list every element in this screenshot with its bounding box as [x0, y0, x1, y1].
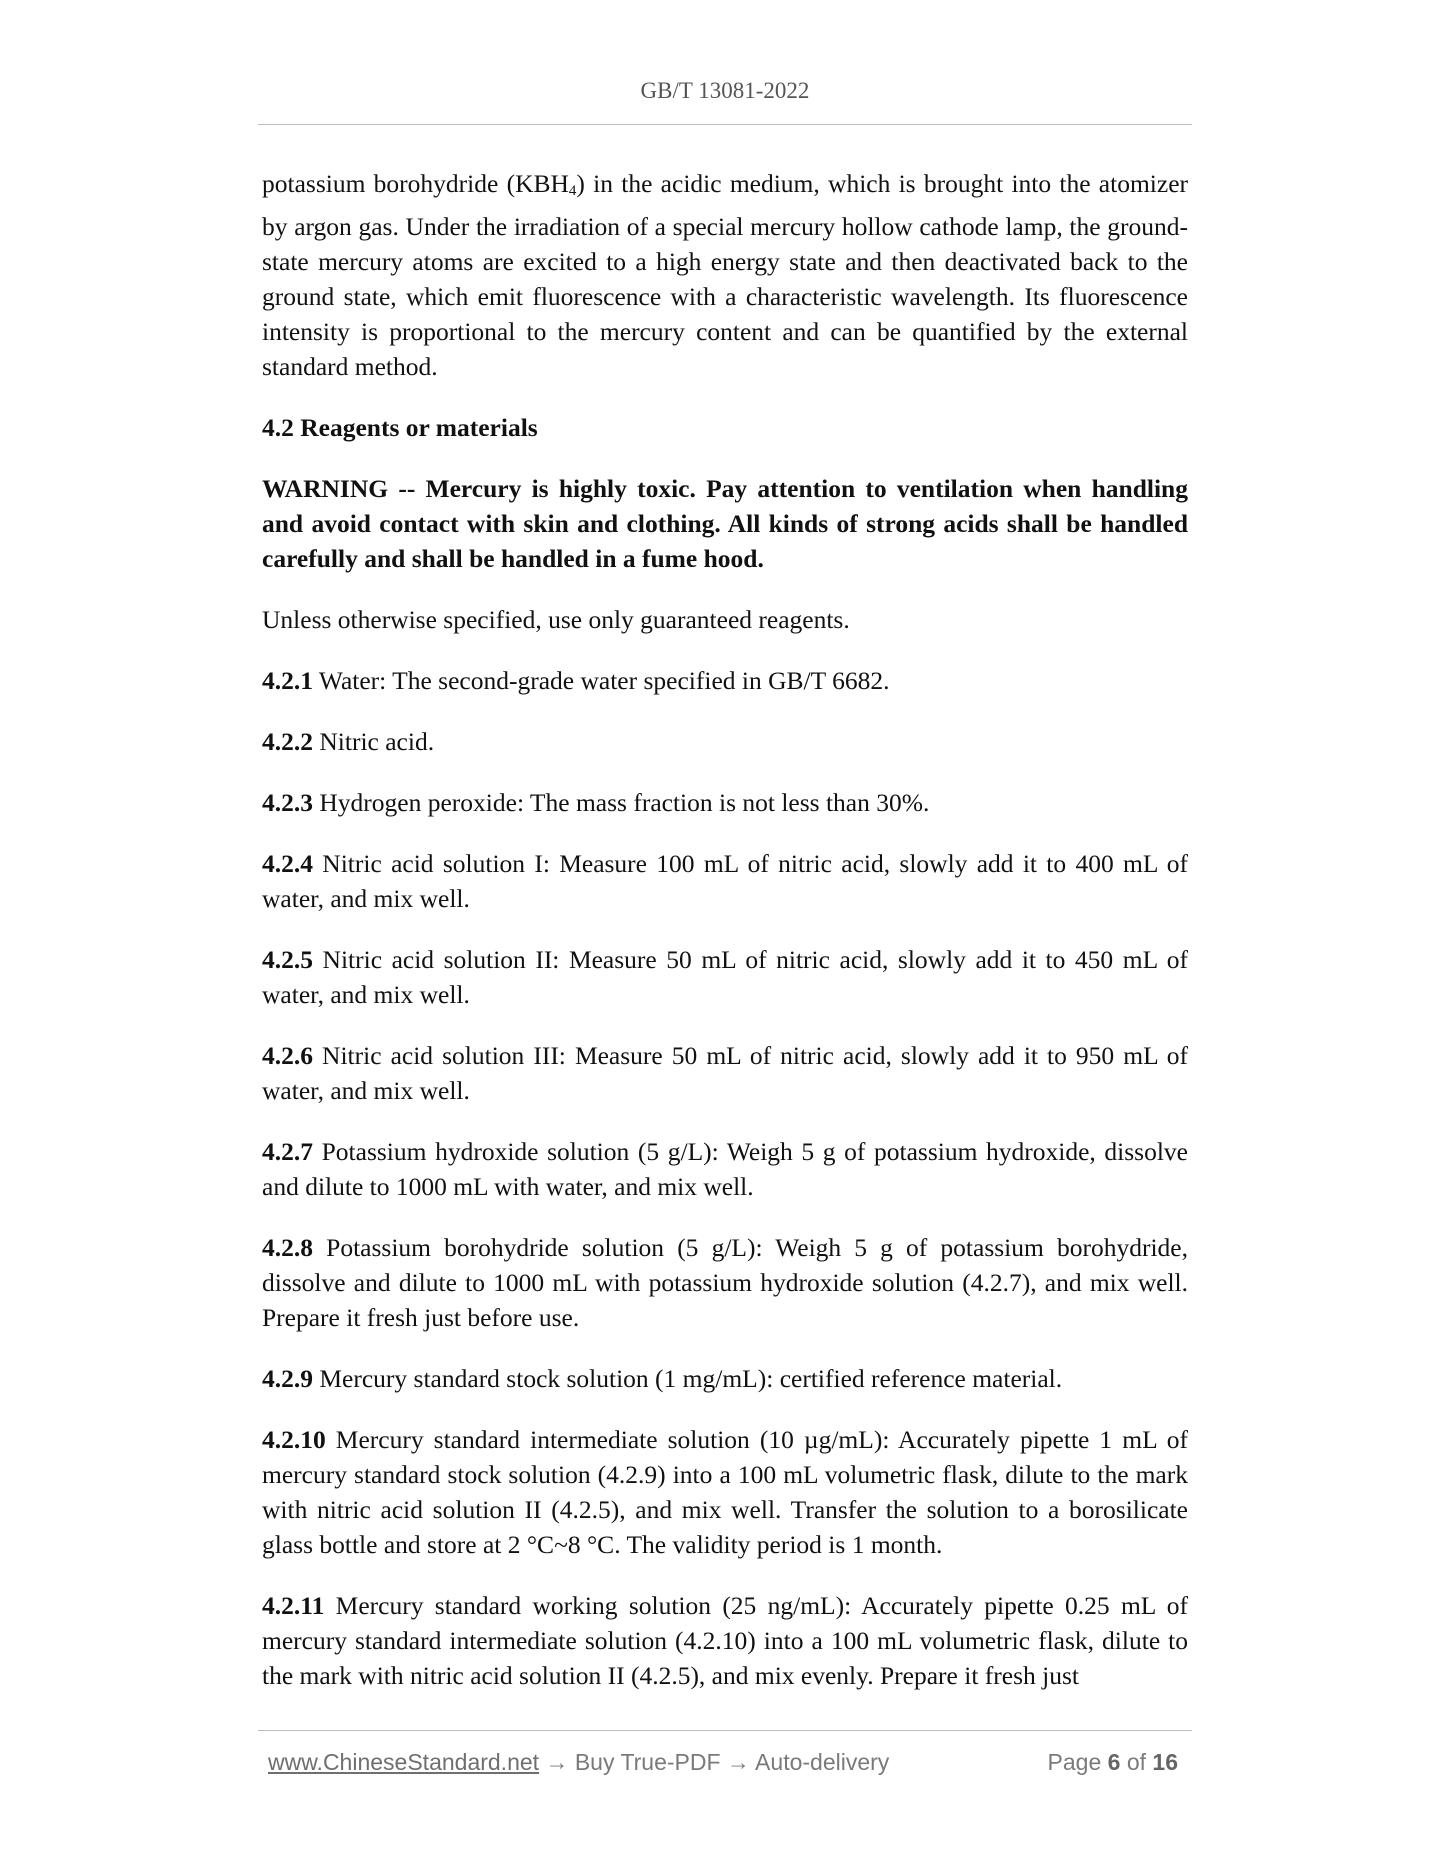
item-text: Mercury standard working solution (25 ng/mL): Accurately pipette 0.25 mL of mercury standard intermediate solution (4.2.10) into a 100 mL volumetric flask, dilute to the mark with nitric acid solution II (4.2.5), and mix evenly. Prepare it fresh just — [262, 1591, 1188, 1690]
list-item — [262, 724, 1188, 759]
document-body — [262, 166, 1188, 1719]
item-number: 4.2.4 — [262, 849, 313, 878]
item-number: 4.2.5 — [262, 945, 313, 974]
item-text: Potassium hydroxide solution (5 g/L): Weigh 5 g of potassium hydroxide, dissolve and dilute to 1000 mL with water, and mix well. — [262, 1137, 1188, 1201]
list-item — [262, 1422, 1188, 1562]
item-text: Nitric acid. — [313, 727, 435, 756]
item-number: 4.2.6 — [262, 1041, 313, 1070]
section-heading: 4.2 Reagents or materials — [262, 413, 538, 442]
item-number: 4.2.1 — [262, 666, 313, 695]
intro-text-1: potassium borohydride (KBH — [262, 169, 569, 198]
intro-paragraph — [262, 166, 1188, 384]
item-number: 4.2.7 — [262, 1137, 313, 1166]
page-indicator — [1048, 1749, 1178, 1776]
list-item — [262, 1361, 1188, 1396]
item-text: Water: The second-grade water specified in GB/T 6682. — [313, 666, 890, 695]
list-item — [262, 1134, 1188, 1204]
list-item — [262, 1588, 1188, 1693]
header-divider — [258, 124, 1192, 125]
footer-tagline: → Buy True-PDF → Auto-delivery — [539, 1749, 890, 1775]
item-number: 4.2.8 — [262, 1233, 313, 1262]
warning-paragraph: WARNING -- Mercury is highly toxic. Pay attention to ventilation when handling and avoid contact with skin and clothing. All kinds of strong acids shall be handled carefully and shall be handled in a fume hood. — [262, 474, 1188, 573]
item-number: 4.2.11 — [262, 1591, 325, 1620]
list-item — [262, 1230, 1188, 1335]
item-number: 4.2.10 — [262, 1425, 326, 1454]
item-text: Nitric acid solution II: Measure 50 mL of nitric acid, slowly add it to 450 mL of water, and mix well. — [262, 945, 1188, 1009]
item-text: Mercury standard stock solution (1 mg/mL): certified reference material. — [313, 1364, 1063, 1393]
list-item — [262, 663, 1188, 698]
item-text: Nitric acid solution III: Measure 50 mL of nitric acid, slowly add it to 950 mL of water, and mix well. — [262, 1041, 1188, 1105]
list-item — [262, 785, 1188, 820]
item-text: Nitric acid solution I: Measure 100 mL of nitric acid, slowly add it to 400 mL of water, and mix well. — [262, 849, 1188, 913]
footer-divider — [258, 1730, 1192, 1731]
intro-text-2: ) in the acidic medium, which is brought into the atomizer by argon gas. Under the irradiation of a special mercury hollow cathode lamp, the ground-state mercury atoms are excited to a high energy state and then deactivated back to the ground state, which emit fluorescence with a characteristic wavelength. Its fluorescence intensity is proportional to the mercury content and can be quantified by the external standard method. — [262, 169, 1189, 381]
note-paragraph: Unless otherwise specified, use only guaranteed reagents. — [262, 605, 850, 634]
page-header: GB/T 13081-2022 — [640, 78, 810, 103]
subscript-4: 4 — [568, 183, 577, 199]
current-page: 6 — [1107, 1749, 1121, 1775]
page-label: Page — [1047, 1749, 1102, 1775]
website-link[interactable]: www.ChineseStandard.net — [268, 1749, 540, 1775]
item-text: Mercury standard intermediate solution (10 µg/mL): Accurately pipette 1 mL of mercury standard stock solution (4.2.9) into a 100 mL volumetric flask, dilute to the mark with nitric acid solution II (4.2.5), and mix well. Transfer the solution to a borosilicate glass bottle and store at 2 °C~8 °C. The validity period is 1 month. — [262, 1425, 1188, 1559]
list-item — [262, 1038, 1188, 1108]
item-number: 4.2.2 — [262, 727, 313, 756]
item-text: Potassium borohydride solution (5 g/L): Weigh 5 g of potassium borohydride, dissolve and dilute to 1000 mL with potassium hydroxide solution (4.2.7), and mix well. Prepare it fresh just before use. — [262, 1233, 1188, 1332]
item-number: 4.2.9 — [262, 1364, 313, 1393]
page-footer — [268, 1749, 1186, 1783]
footer-promo — [268, 1749, 889, 1776]
item-number: 4.2.3 — [262, 788, 313, 817]
list-item — [262, 942, 1188, 1012]
list-item — [262, 846, 1188, 916]
total-pages: 16 — [1152, 1749, 1178, 1775]
page-of-label: of — [1126, 1749, 1147, 1775]
item-text: Hydrogen peroxide: The mass fraction is not less than 30%. — [313, 788, 930, 817]
